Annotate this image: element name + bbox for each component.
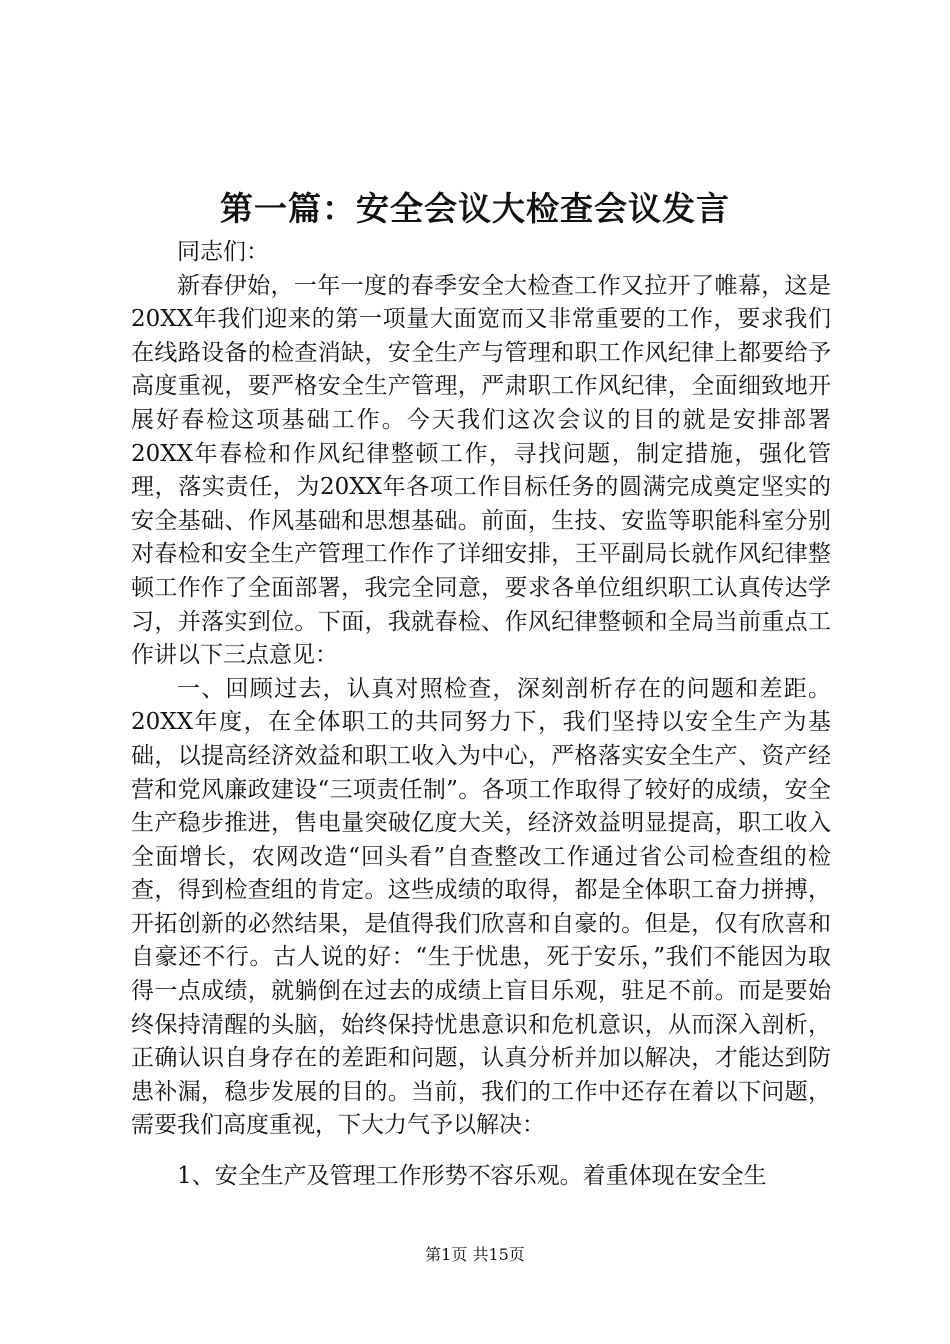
paragraph-opening: 新春伊始，一年一度的春季安全大检查工作又拉开了帷幕，这是20XX年我们迎来的第一项量大面宽而又非常重要的工作，要求我们在线路设备的检查消缺，安全生产与管理和职工作风纪律上都要给予高度重视，要严格安全生产管理，严肃职工作风纪律，全面细致地开展好春检这项基础工作。今天我们这次会议的目的就是安排部署20XX年春检和作风纪律整顿工作，寻找问题，制定措施，强化管理，落实责任，为20XX年各项工作目标任务的圆满完成奠定坚实的安全基础、作风基础和思想基础。前面，生技、安监等职能科室分别对春检和安全生产管理工作作了详细安排，王平副局长就作风纪律整顿工作作了全面部署，我完全同意，要求各单位组织职工认真传达学习，并落实到位。下面，我就春检、作风纪律整顿和全局当前重点工作讲以下三点意见：	[131, 272, 831, 669]
page-number-footer: 第1页 共15页	[425, 1245, 525, 1264]
salutation: 同志们：	[177, 239, 269, 265]
document-title: 第一篇：安全会议大检查会议发言	[220, 189, 730, 228]
paragraph-section-one: 一、回顾过去，认真对照检查，深刻剖析存在的问题和差距。20XX年度，在全体职工的共同努力下，我们坚持以安全生产为基础，以提高经济效益和职工收入为中心，严格落实安全生产、资产经营和党风廉政建设“三项责任制”。各项工作取得了较好的成绩，安全生产稳步推进，售电量突破亿度大关，经济效益明显提高，职工收入全面增长，农网改造“回头看”自查整改工作通过省公司检查组的检查，得到检查组的肯定。这些成绩的取得，都是全体职工奋力拼搏，开拓创新的必然结果，是值得我们欣喜和自豪的。但是，仅有欣喜和自豪还不行。古人说的好：“生于忧患，死于安乐，”我们不能因为取得一点成绩，就躺倒在过去的成绩上盲目乐观，驻足不前。而是要始终保持清醒的头脑，始终保持忧患意识和危机意识，从而深入剖析，正确认识自身存在的差距和问题，认真分析并加以解决，才能达到防患补漏，稳步发展的目的。当前，我们的工作中还存在着以下问题，需要我们高度重视，下大力气予以解决：	[131, 675, 831, 1139]
document-body	[131, 236, 831, 1194]
paragraph-item-one: 1、安全生产及管理工作形势不容乐观。着重体现在安全生	[177, 1163, 767, 1190]
